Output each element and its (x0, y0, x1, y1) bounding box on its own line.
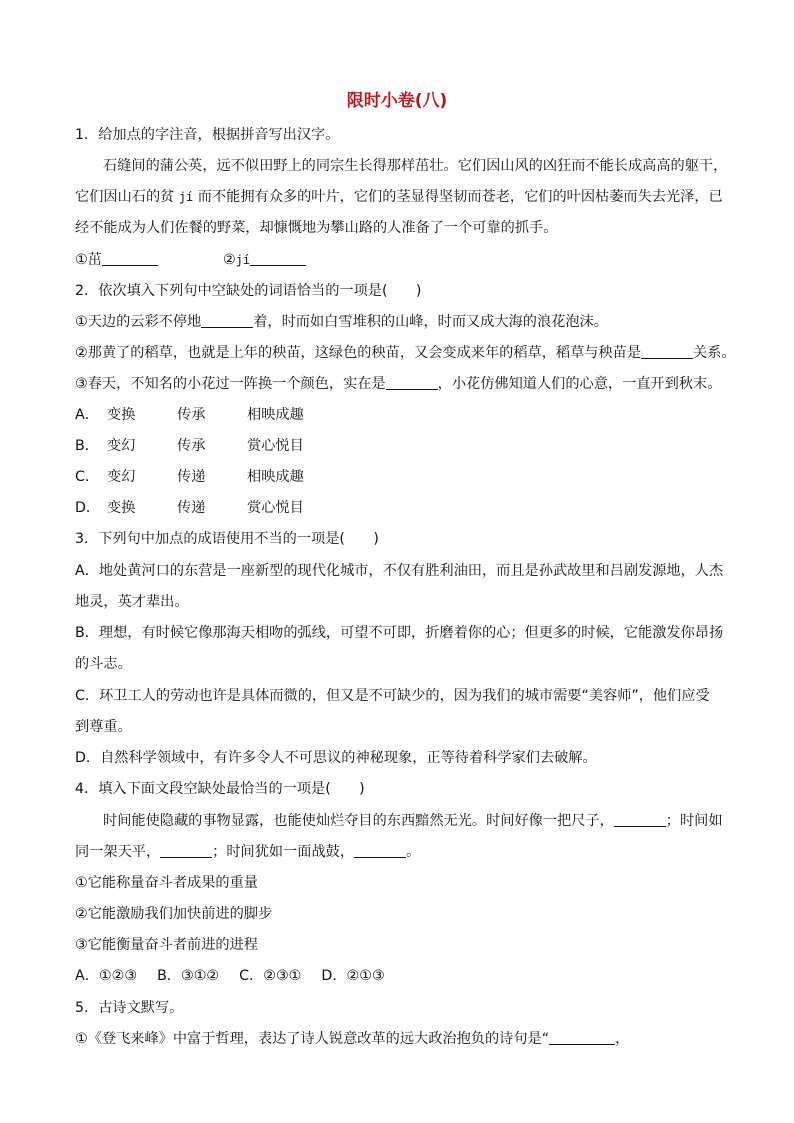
q3-option-a-line-2: 地灵，英才辈出。 (75, 594, 189, 610)
q1-answer-label-1: ①茁 (75, 252, 102, 268)
q2-sentence-text: ②那黄了的稻草，也就是上年的秧苗，这绿色的秧苗，又会变成来年的稻草，稻草与秧苗是 (75, 345, 642, 361)
q2-sentence-3 (75, 374, 721, 394)
q2-blank-2[interactable] (641, 344, 693, 359)
q5-text: ①《登飞来峰》中富于哲理，表达了诗人锐意改革的远大政治抱负的诗句是“ (75, 1031, 550, 1047)
q4-item-2: ②它能激励我们加快前进的脚步 (75, 906, 273, 922)
q3-option-a-line-1[interactable]: A．地处黄河口的东营是一座新型的现代化城市，不仅有胜利油田，而且是孙武故里和吕剧发源地，人杰 (75, 563, 724, 579)
q4-blank-1[interactable] (614, 812, 666, 827)
q1-passage-line-2 (75, 187, 723, 207)
q1-passage-text: 而不能拥有众多的叶片，它们的茎显得坚韧而苍老，它们的叶因枯萎而失去光泽，已 (193, 189, 723, 205)
q1-pinyin: jí (178, 190, 194, 204)
q4-passage-text: ；时间如 (665, 813, 723, 829)
q2-option-b[interactable] (75, 436, 304, 456)
q2-sentence-2 (75, 343, 736, 363)
q3-option-b-line-2: 的斗志。 (75, 656, 132, 672)
option-word: 传递 (177, 469, 206, 485)
q4-passage-line-1 (103, 811, 723, 831)
q1-answer-blank-2[interactable] (250, 251, 306, 266)
q2-blank-3[interactable] (386, 375, 438, 390)
option-word: 变换 (107, 407, 136, 423)
q1-stem: 1．给加点的字注音，根据拼音写出汉字。 (75, 127, 340, 143)
q4-blank-2[interactable] (160, 843, 212, 858)
q4-stem: 4．填入下面文段空缺处最恰当的一项是( ) (75, 781, 365, 797)
q5-text: ， (615, 1031, 630, 1047)
option-word: 传递 (177, 500, 206, 516)
q2-blank-1[interactable] (201, 313, 253, 328)
q4-item-1: ①它能称量奋斗者成果的重量 (75, 875, 258, 891)
option-key: B． (75, 438, 99, 454)
q3-stem: 3．下列句中加点的成语使用不当的一项是( ) (75, 531, 379, 547)
q4-option-a[interactable]: A．①②③ (75, 968, 138, 984)
option-word: 相映成趣 (247, 407, 304, 423)
option-key: D． (75, 500, 101, 516)
q5-blank-1[interactable] (549, 1030, 615, 1045)
q4-item-3: ③它能衡量奋斗者前进的进程 (75, 937, 258, 953)
q3-option-d[interactable]: D．自然科学领域中，有许多令人不可思议的神秘现象，正等待着科学家们去破解。 (75, 750, 597, 766)
q5-line-1 (75, 1029, 629, 1049)
option-word: 赏心悦目 (247, 500, 304, 516)
q1-passage-line-1: 石缝间的蒲公英，远不似田野上的同宗生长得那样茁壮。它们因山风的凶狂而不能长成高高的躯干， (103, 158, 728, 174)
option-word: 变幻 (107, 438, 136, 454)
q4-passage-text: 时间能使隐藏的事物显露，也能使灿烂夺目的东西黯然无光。时间好像一把尺子， (103, 813, 614, 829)
q4-passage-text: 同一架天平， (75, 844, 161, 860)
q2-sentence-text: ①天边的云彩不停地 (75, 314, 202, 330)
q4-option-c[interactable]: C．②③① (239, 968, 302, 984)
option-word: 变换 (107, 500, 136, 516)
option-word: 传承 (177, 407, 206, 423)
q2-option-c[interactable] (75, 467, 304, 487)
q4-blank-3[interactable] (354, 843, 406, 858)
q4-options (75, 966, 405, 986)
option-word: 变幻 (107, 469, 136, 485)
q1-answer-label-2: ② (222, 252, 236, 268)
q3-option-c-line-1[interactable]: C．环卫工人的劳动也许是具体而微的，但又是不可缺少的，因为我们的城市需要“美容师”，他们应受 (75, 688, 710, 704)
page-title: 限时小卷(八) (346, 91, 448, 111)
q3-option-c-line-2: 到尊重。 (75, 719, 132, 735)
q2-sentence-1 (75, 312, 608, 332)
q2-stem: 2．依次填入下列句中空缺处的词语恰当的一项是( ) (75, 283, 422, 299)
q4-option-b[interactable]: B．③①② (157, 968, 220, 984)
q1-passage-text: 它们因山石的贫 (75, 189, 179, 205)
option-key: C． (75, 469, 100, 485)
option-key: A． (75, 407, 99, 423)
q4-passage-text: 。 (406, 844, 421, 860)
q2-sentence-text: 着，时而如白雪堆积的山峰，时而又成大海的浪花泡沫。 (253, 314, 608, 330)
q3-option-b-line-1[interactable]: B．理想，有时候它像那海天相吻的弧线，可望不可即，折磨着你的心；但更多的时候，它能激发你昂扬 (75, 625, 724, 641)
q2-sentence-text: ③春天，不知名的小花过一阵换一个颜色，实在是 (75, 376, 386, 392)
q1-answers (75, 250, 306, 270)
q1-passage-line-3: 经不能成为人们佐餐的野菜，却慷慨地为攀山路的人准备了一个可靠的抓手。 (75, 220, 558, 236)
q4-passage-text: ；时间犹如一面战鼓， (212, 844, 355, 860)
option-word: 传承 (177, 438, 206, 454)
q4-passage-line-2 (75, 842, 420, 862)
q2-sentence-text: ，小花仿佛知道人们的心意，一直开到秋末。 (437, 376, 722, 392)
q1-answer-blank-1[interactable] (102, 251, 158, 266)
q2-sentence-text: 关系。 (693, 345, 736, 361)
q2-option-a[interactable] (75, 405, 304, 425)
q4-option-d[interactable]: D．②①③ (321, 968, 385, 984)
option-word: 相映成趣 (247, 469, 304, 485)
q1-answer-pinyin: jí (235, 253, 251, 267)
q5-stem: 5．古诗文默写。 (75, 1000, 184, 1016)
option-word: 赏心悦目 (247, 438, 304, 454)
q2-option-d[interactable] (75, 498, 304, 518)
